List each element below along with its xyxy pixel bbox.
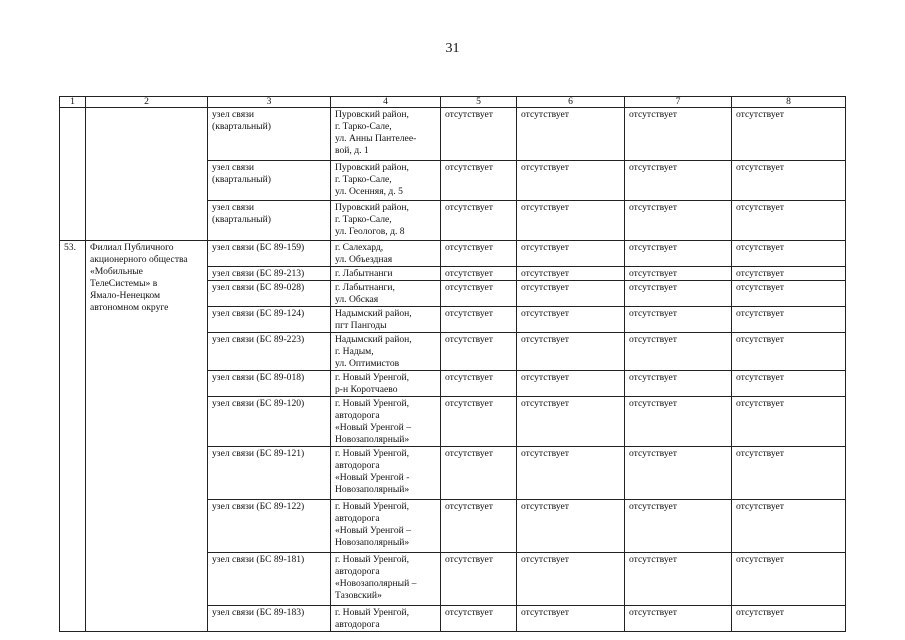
status-cell-c7: отсутствует	[625, 306, 732, 332]
node-cell-line: узел связи (БС 89-181)	[212, 553, 305, 565]
header-col-8: 8	[732, 97, 846, 108]
address-cell-line: Пуровский район,	[335, 202, 409, 213]
status-cell-c7: отсутствует	[625, 605, 732, 631]
header-row	[60, 97, 846, 108]
status-cell-c8: отсутствует	[732, 266, 846, 280]
address-cell-line: г. Лабытнанги,	[335, 281, 395, 293]
node-cell	[208, 306, 331, 332]
node-cell	[208, 370, 331, 396]
table-row	[60, 108, 846, 161]
status-cell-c7: отсутствует	[625, 266, 732, 280]
status-cell-c5: отсутствует	[441, 332, 517, 370]
status-cell-c7: отсутствует	[625, 332, 732, 370]
node-cell	[208, 552, 331, 605]
node-cell-line: (квартальный)	[212, 120, 271, 132]
address-cell-line: Надымский район,	[335, 307, 412, 319]
status-cell-c8: отсутствует	[732, 108, 846, 161]
address-cell-line: автодорога	[335, 459, 380, 471]
table-row	[60, 241, 846, 267]
status-cell-c5: отсутствует	[441, 201, 517, 241]
node-cell	[208, 605, 331, 631]
row-number-cell	[60, 108, 86, 241]
address-cell-line: г. Новый Уренгой,	[335, 500, 410, 512]
node-cell	[208, 446, 331, 499]
status-cell-c5: отсутствует	[441, 446, 517, 499]
address-cell	[331, 306, 441, 332]
address-cell-line: г. Тарко-Сале,	[335, 120, 392, 132]
status-cell-c5: отсутствует	[441, 306, 517, 332]
address-cell-line: Пуровский район,	[335, 109, 409, 120]
address-cell-line: г. Тарко-Сале,	[335, 173, 392, 185]
address-cell	[331, 396, 441, 446]
status-cell-c5: отсутствует	[441, 241, 517, 267]
status-cell-c5: отсутствует	[441, 499, 517, 552]
status-cell-c6: отсутствует	[517, 396, 625, 446]
address-cell-line: ул. Обская	[335, 293, 379, 305]
address-cell-line: ул. Оптимистов	[335, 357, 400, 369]
node-cell	[208, 280, 331, 306]
organization-cell-line: ТелеСистемы» в	[90, 277, 158, 289]
header-col-6: 6	[517, 97, 625, 108]
status-cell-c6: отсутствует	[517, 499, 625, 552]
address-cell	[331, 201, 441, 241]
address-cell-line: «Новый Уренгой –	[335, 421, 411, 433]
node-cell-line: узел связи	[212, 202, 255, 213]
status-cell-c6: отсутствует	[517, 552, 625, 605]
node-cell-line: (квартальный)	[212, 173, 271, 185]
status-cell-c5: отсутствует	[441, 552, 517, 605]
node-cell	[208, 108, 331, 161]
registry-table	[59, 96, 846, 632]
address-cell-line: «Новозаполярный –	[335, 577, 417, 589]
status-cell-c6: отсутствует	[517, 201, 625, 241]
status-cell-c7: отсутствует	[625, 201, 732, 241]
address-cell-line: р-н Коротчаево	[335, 383, 398, 395]
status-cell-c6: отсутствует	[517, 241, 625, 267]
status-cell-c5: отсутствует	[441, 396, 517, 446]
address-cell	[331, 332, 441, 370]
address-cell	[331, 108, 441, 161]
status-cell-c5: отсутствует	[441, 108, 517, 161]
node-cell-line: узел связи (БС 89-122)	[212, 500, 305, 512]
node-cell	[208, 241, 331, 267]
status-cell-c7: отсутствует	[625, 241, 732, 267]
address-cell	[331, 499, 441, 552]
status-cell-c6: отсутствует	[517, 605, 625, 631]
status-cell-c5: отсутствует	[441, 370, 517, 396]
node-cell-line: узел связи	[212, 109, 255, 120]
node-cell-line: узел связи (БС 89-213)	[212, 267, 305, 279]
address-cell-line: г. Новый Уренгой,	[335, 397, 410, 409]
address-cell-line: г. Новый Уренгой,	[335, 553, 410, 565]
address-cell-line: автодорога	[335, 409, 380, 421]
node-cell-line: узел связи (БС 89-183)	[212, 606, 305, 618]
address-cell	[331, 552, 441, 605]
address-cell-line: г. Надым,	[335, 345, 374, 357]
table-body	[60, 97, 846, 632]
organization-cell-line: Филиал Публичного	[90, 242, 174, 253]
status-cell-c8: отсутствует	[732, 370, 846, 396]
address-cell	[331, 605, 441, 631]
organization-cell-line: акционерного общества	[90, 253, 188, 265]
status-cell-c8: отсутствует	[732, 332, 846, 370]
status-cell-c8: отсутствует	[732, 161, 846, 201]
status-cell-c6: отсутствует	[517, 370, 625, 396]
status-cell-c7: отсутствует	[625, 499, 732, 552]
node-cell-line: узел связи (БС 89-120)	[212, 397, 305, 409]
status-cell-c6: отсутствует	[517, 161, 625, 201]
organization-cell	[86, 108, 208, 241]
status-cell-c7: отсутствует	[625, 552, 732, 605]
address-cell-line: г. Лабытнанги	[335, 267, 393, 279]
status-cell-c8: отсутствует	[732, 280, 846, 306]
address-cell	[331, 161, 441, 201]
address-cell-line: Новозаполярный»	[335, 433, 410, 445]
node-cell-line: узел связи (БС 89-124)	[212, 307, 305, 319]
node-cell	[208, 332, 331, 370]
organization-cell-line: автономном округе	[90, 301, 169, 313]
address-cell-line: г. Новый Уренгой,	[335, 447, 410, 459]
address-cell-line: Тазовский»	[335, 589, 382, 601]
node-cell-line: узел связи	[212, 162, 255, 173]
page-number: 31	[445, 41, 460, 56]
node-cell-line: узел связи (БС 89-028)	[212, 281, 305, 293]
status-cell-c7: отсутствует	[625, 108, 732, 161]
status-cell-c5: отсутствует	[441, 605, 517, 631]
header-col-3: 3	[208, 97, 331, 108]
status-cell-c7: отсутствует	[625, 396, 732, 446]
address-cell	[331, 241, 441, 267]
header-col-7: 7	[625, 97, 732, 108]
header-col-5: 5	[441, 97, 517, 108]
node-cell-line: (квартальный)	[212, 213, 271, 225]
status-cell-c8: отсутствует	[732, 499, 846, 552]
header-col-4: 4	[331, 97, 441, 108]
header-col-1: 1	[60, 97, 86, 108]
status-cell-c7: отсутствует	[625, 280, 732, 306]
node-cell	[208, 201, 331, 241]
node-cell-line: узел связи (БС 89-159)	[212, 242, 305, 253]
node-cell	[208, 266, 331, 280]
status-cell-c5: отсутствует	[441, 266, 517, 280]
address-cell-line: «Новый Уренгой -	[335, 471, 410, 483]
address-cell-line: г. Салехард,	[335, 242, 384, 253]
organization-cell-line: «Мобильные	[90, 265, 143, 277]
node-cell-line: узел связи (БС 89-018)	[212, 371, 305, 383]
status-cell-c7: отсутствует	[625, 161, 732, 201]
address-cell-line: пгт Пангоды	[335, 319, 387, 331]
status-cell-c6: отсутствует	[517, 332, 625, 370]
status-cell-c5: отсутствует	[441, 161, 517, 201]
address-cell	[331, 446, 441, 499]
node-cell	[208, 161, 331, 201]
status-cell-c7: отсутствует	[625, 370, 732, 396]
address-cell	[331, 280, 441, 306]
status-cell-c8: отсутствует	[732, 396, 846, 446]
address-cell-line: автодорога	[335, 512, 380, 524]
organization-cell-line: Ямало-Ненецком	[90, 289, 161, 301]
status-cell-c8: отсутствует	[732, 446, 846, 499]
header-col-2: 2	[86, 97, 208, 108]
address-cell-line: г. Новый Уренгой,	[335, 606, 410, 618]
address-cell-line: автодорога	[335, 618, 380, 630]
address-cell-line: вой, д. 1	[335, 144, 369, 156]
address-cell-line: «Новый Уренгой –	[335, 524, 411, 536]
address-cell-line: автодорога	[335, 565, 380, 577]
node-cell-line: узел связи (БС 89-223)	[212, 333, 305, 345]
address-cell-line: ул. Объездная	[335, 253, 393, 265]
address-cell-line: ул. Осенняя, д. 5	[335, 185, 403, 197]
status-cell-c6: отсутствует	[517, 306, 625, 332]
address-cell-line: г. Тарко-Сале,	[335, 213, 392, 225]
status-cell-c8: отсутствует	[732, 241, 846, 267]
status-cell-c8: отсутствует	[732, 306, 846, 332]
status-cell-c8: отсутствует	[732, 605, 846, 631]
status-cell-c7: отсутствует	[625, 446, 732, 499]
organization-cell	[86, 241, 208, 632]
status-cell-c8: отсутствует	[732, 552, 846, 605]
row-number-cell: 53.	[60, 241, 86, 632]
node-cell	[208, 396, 331, 446]
address-cell-line: Новозаполярный»	[335, 483, 410, 495]
address-cell-line: Новозаполярный»	[335, 536, 410, 548]
address-cell	[331, 370, 441, 396]
address-cell	[331, 266, 441, 280]
status-cell-c5: отсутствует	[441, 280, 517, 306]
address-cell-line: ул. Анны Пантелее-	[335, 132, 417, 144]
status-cell-c6: отсутствует	[517, 280, 625, 306]
status-cell-c6: отсутствует	[517, 446, 625, 499]
status-cell-c8: отсутствует	[732, 201, 846, 241]
status-cell-c6: отсутствует	[517, 108, 625, 161]
address-cell-line: ул. Геологов, д. 8	[335, 225, 405, 237]
node-cell	[208, 499, 331, 552]
address-cell-line: Пуровский район,	[335, 162, 409, 173]
address-cell-line: г. Новый Уренгой,	[335, 371, 410, 383]
address-cell-line: Надымский район,	[335, 333, 412, 345]
node-cell-line: узел связи (БС 89-121)	[212, 447, 305, 459]
status-cell-c6: отсутствует	[517, 266, 625, 280]
